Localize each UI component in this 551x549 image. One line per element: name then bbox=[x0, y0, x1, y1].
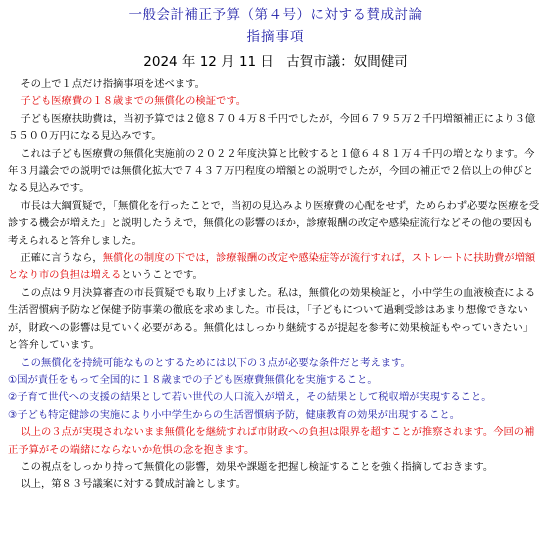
paragraph-precise-lead: 正確に言うなら， bbox=[20, 252, 103, 265]
document-title: 一般会計補正予算（第４号）に対する賛成討論 bbox=[128, 7, 423, 23]
paragraph-precise bbox=[8, 250, 543, 285]
condition-item-3: ③子ども特定健診の実施により小中学生からの生活習慣病予防，健康教育の効果が出現すること。 bbox=[8, 408, 460, 421]
paragraph-comparison: これは子ども医療費の無償化実施前の２０２２年度決算と比較すると１億６４８１万４千円の増となります。今年３月議会での説明では無償化拡大で７４３７万円程度の増額との説明でしたが，今回の補正で２倍以上の伸びとなる見込みです。 bbox=[8, 147, 535, 195]
condition-item-1: ①国が責任をもって全国的に１８歳までの子ども医療費無償化を実施すること。 bbox=[8, 373, 378, 386]
paragraph-closing: 以上，第８３号議案に対する賛成討論とします。 bbox=[20, 478, 247, 491]
paragraph-september-review: この点は９月決算審査の市長質疑でも取り上げました。私は，無償化の効果検証と，小中学生の血液検査による生活習慣病予防など保健予防事業の徹底を求めました。市長は，「子どもについて過剰受診はあまり想像できないが，財政への影響は見ていく必要がある。無償化はしっかり継続するが提起を参考に効果検証もやっていきたい」と答弁しています。 bbox=[8, 286, 536, 352]
paragraph-precise-tail: ということです。 bbox=[121, 269, 203, 282]
document-body bbox=[8, 76, 543, 494]
paragraph-conditions-intro: この無償化を持続可能なものとするためには以下の３点が必要な条件だと考えます。 bbox=[20, 356, 411, 369]
paragraph-budget: 子ども医療扶助費は，当初予算では２億８７０４万８千円でしたが，今回６７９５万２千円増額補正により３億５５００万円になる見込みです。 bbox=[8, 112, 536, 143]
paragraph-intro: その上で１点だけ指摘事項を述べます。 bbox=[20, 78, 205, 90]
paragraph-mayor-answer: 市長は大綱質疑で，「無償化を行ったことで，当初の見込みより医療費の心配をせず，ためらわず必要な医療を受診する機会が増えた」と説明したうえで，無償化の影響のほか，診療報酬の改定や感染症流行などその他の要因も考えられると答弁しました。 bbox=[8, 199, 540, 247]
paragraph-precise-emphasis: 無償化の制度の下では，診療報酬の改定や感染症等が流行すれば，ストレートに扶助費が増額となり市の負担は増える bbox=[8, 252, 536, 282]
paragraph-warning: 以上の３点が実現されないまま無償化を継続すれば市財政への負担は限界を超すことが推察されます。今回の補正予算がその端緒にならないか危惧の念を抱きます。 bbox=[8, 426, 535, 456]
paragraph-verification: この視点をしっかり持って無償化の影響，効果や課題を把握し検証することを強く指摘しておきます。 bbox=[20, 460, 494, 473]
document-subtitle: 指摘事項 bbox=[246, 29, 305, 45]
date-text: 2024 年 12 月 11 日 bbox=[143, 54, 274, 70]
date-speaker-line bbox=[8, 50, 543, 74]
speaker-text: 古賀市議：奴間健司 bbox=[286, 54, 408, 70]
condition-item-2: ②子育て世代への支援の結果として若い世代の人口流入が増え，その結果として税収増が実現すること。 bbox=[8, 391, 492, 404]
paragraph-topic: 子ども医療費の１８歳までの無償化の検証です。 bbox=[20, 95, 247, 108]
